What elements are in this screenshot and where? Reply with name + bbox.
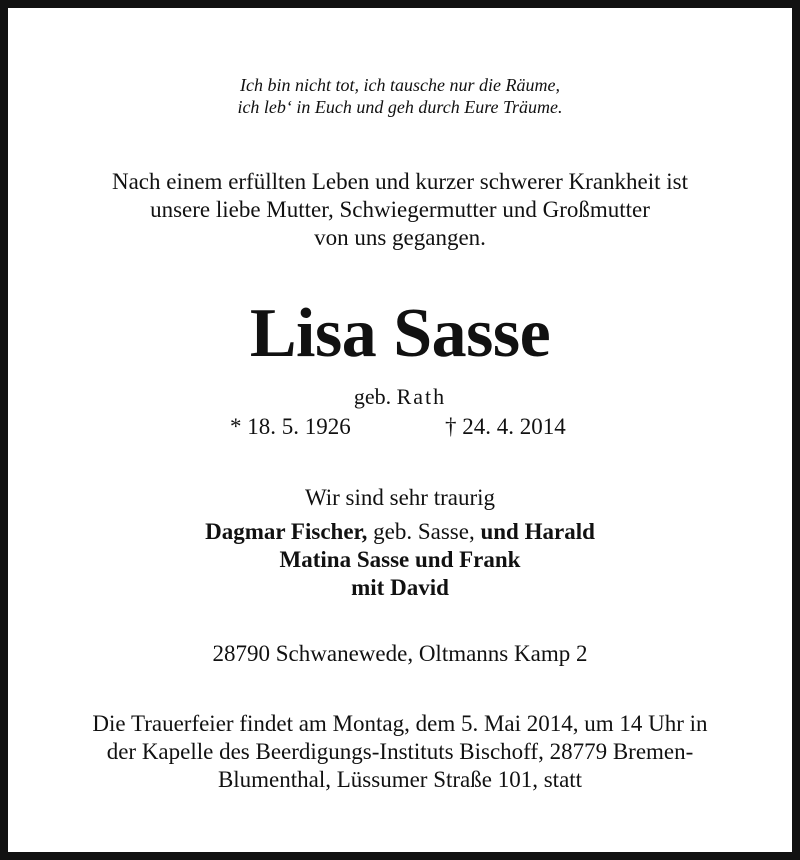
birth-name-prefix: geb. [353,384,392,409]
mourners-line-1 [8,518,792,546]
funeral-line-1: Die Trauerfeier findet am Montag, dem 5. Mai 2014, um 14 Uhr in [92,711,708,736]
date-of-death: † 24. 4. 2014 [445,414,566,439]
quote-line-2: ich leb‘ in Euch und geh durch Eure Träume. [237,97,563,117]
intro-line-1: Nach einem erfüllten Leben und kurzer schwerer Krankheit ist [111,169,689,194]
deceased-name: Lisa Sasse [249,295,551,372]
mourners-line-2: Matina Sasse und Frank [279,547,521,572]
birth-name [8,384,792,410]
mourners-line-3: mit David [351,575,449,600]
mourner-dagmar: Dagmar Fischer, [205,519,368,544]
birth-name-value: Rath [396,384,447,409]
mourners-intro: Wir sind sehr traurig [304,485,496,510]
date-of-birth: * 18. 5. 1926 [230,414,351,439]
quote-line-1: Ich bin nicht tot, ich tausche nur die Räume, [240,75,560,95]
mourner-harald: und Harald [480,519,595,544]
funeral-line-2: der Kapelle des Beerdigungs-Instituts Bischoff, 28779 Bremen- [106,739,694,764]
family-address: 28790 Schwanewede, Oltmanns Kamp 2 [212,641,588,666]
intro-line-3: von uns gegangen. [314,225,486,250]
intro-line-2: unsere liebe Mutter, Schwiegermutter und Großmutter [150,197,650,222]
funeral-line-3: Blumenthal, Lüssumer Straße 101, statt [217,767,583,792]
mourner-dagmar-maiden: geb. Sasse, [367,519,481,544]
